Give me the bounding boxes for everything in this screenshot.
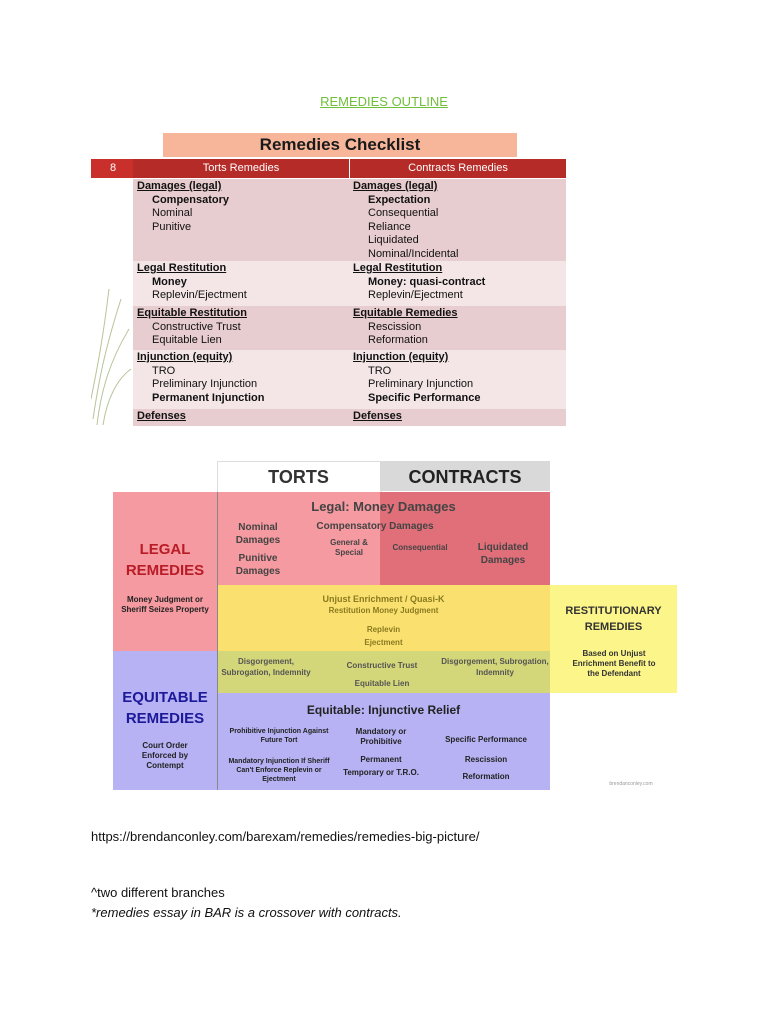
checklist-section [133,306,566,350]
remedy-item: Compensatory [152,193,230,206]
constructive-trust: Constructive Trust [346,661,418,670]
specific-performance: Specific Performance [445,735,527,744]
mandatory-or-prohibitive: Mandatory or Prohibitive [355,727,407,746]
checklist-banner: Remedies Checklist [163,133,517,157]
compensatory-damages: Compensatory Damages [316,521,434,532]
remedy-item: Money [152,275,187,288]
torts-column [137,351,347,405]
section-heading: Injunction (equity) [353,351,449,363]
torts-remedies-header: Torts Remedies [133,159,349,178]
remedy-item: Nominal/Incidental [368,247,459,260]
nominal-damages: Nominal Damages [235,522,281,546]
contracts-column [353,351,563,405]
checklist-section [133,409,566,426]
punitive-damages: Punitive Damages [235,553,281,577]
checklist-section [133,179,566,261]
contracts-column [353,410,563,424]
remedy-item: Punitive [152,220,192,233]
remedy-item: Replevin/Ejectment [152,289,247,302]
watermark: brendanconley.com [609,781,653,787]
contracts-column [353,307,563,348]
rescission: Rescission [464,755,508,764]
torts-column [137,410,347,424]
decorative-grass-lines [91,179,133,426]
restitution-money-judgment: Restitution Money Judgment [328,606,439,615]
torts-column [137,262,347,303]
ejectment-label: Ejectment [364,638,403,647]
general-special: General & Special [330,538,368,557]
note-crossover: *remedies essay in BAR is a crossover with contracts. [91,905,402,920]
remedy-item: Specific Performance [368,391,481,404]
disgorgement-torts: Disgorgement, Subrogation, Indemnity [221,657,311,677]
legal-remedies-label: LEGAL REMEDIES [125,541,205,579]
disgorgement-contracts: Disgorgement, Subrogation, Indemnity [441,657,549,677]
remedies-big-picture-diagram [91,459,680,804]
injunctive-relief-title: Equitable: Injunctive Relief [306,703,461,717]
remedy-item: Money: quasi-contract [368,275,486,288]
remedy-item: Permanent Injunction [152,391,265,404]
section-heading: Equitable Restitution [137,307,247,319]
torts-column [137,307,347,348]
section-heading: Legal Restitution [137,262,227,274]
temporary-tro: Temporary or T.R.O. [343,768,419,777]
remedy-item: TRO [152,364,176,377]
remedy-item: Reformation [368,334,428,347]
contracts-column [353,180,563,262]
equitable-remedies-label: EQUITABLE REMEDIES [122,689,208,727]
checklist-section [133,261,566,306]
section-heading: Legal Restitution [353,262,443,274]
torts-column [137,180,347,234]
section-heading: Equitable Remedies [353,307,458,319]
note-two-branches: ^two different branches [91,885,225,900]
slide-number-badge: 8 [91,159,135,178]
section-heading: Damages (legal) [353,180,438,192]
liquidated-damages: Liquidated Damages [477,542,529,566]
legal-remedies-sub: Money Judgment or Sheriff Seizes Property [121,595,209,614]
checklist-section [133,350,566,409]
remedy-item: Constructive Trust [152,320,241,333]
document-title: REMEDIES OUTLINE [320,94,448,109]
unjust-enrichment-label: Unjust Enrichment / Quasi-K [322,594,445,604]
remedy-item: TRO [368,364,392,377]
remedies-checklist-slide [91,129,566,426]
permanent-label: Permanent [360,755,402,764]
torts-header: TORTS [268,467,329,487]
restitutionary-sub: Based on Unjust Enrichment Benefit to the Defendant [572,649,656,678]
restitutionary-remedies-label: RESTITUTIONARY REMEDIES [565,605,662,633]
mandatory-injunction-sheriff: Mandatory Injunction If Sheriff Can't Enforce Replevin or Ejectment [228,758,330,783]
source-url-text: https://brendanconley.com/barexam/remedies/remedies-big-picture/ [91,829,480,844]
contracts-header: CONTRACTS [408,467,522,487]
equitable-lien: Equitable Lien [354,679,410,688]
remedy-item: Equitable Lien [152,334,222,347]
section-heading: Damages (legal) [137,180,222,192]
remedy-item: Replevin/Ejectment [368,289,463,302]
remedy-item: Liquidated [368,234,419,247]
remedy-item: Rescission [368,320,422,333]
remedy-item: Consequential [368,207,439,220]
legal-money-damages-title: Legal: Money Damages [311,499,456,514]
replevin-label: Replevin [366,625,401,634]
section-heading: Defenses [353,410,402,422]
contracts-column [353,262,563,303]
remedy-item: Expectation [368,193,431,206]
prohibitive-injunction: Prohibitive Injunction Against Future Tort [229,728,329,744]
reformation: Reformation [462,772,510,781]
section-heading: Injunction (equity) [137,351,233,363]
consequential-damages: Consequential [392,543,448,552]
contracts-remedies-header: Contracts Remedies [350,159,566,178]
remedy-item: Nominal [152,207,193,220]
remedy-item: Preliminary Injunction [152,378,258,391]
equitable-remedies-sub: Court Order Enforced by Contempt [141,741,189,770]
remedy-item: Preliminary Injunction [368,378,474,391]
remedy-item: Reliance [368,220,411,233]
section-heading: Defenses [137,410,186,422]
